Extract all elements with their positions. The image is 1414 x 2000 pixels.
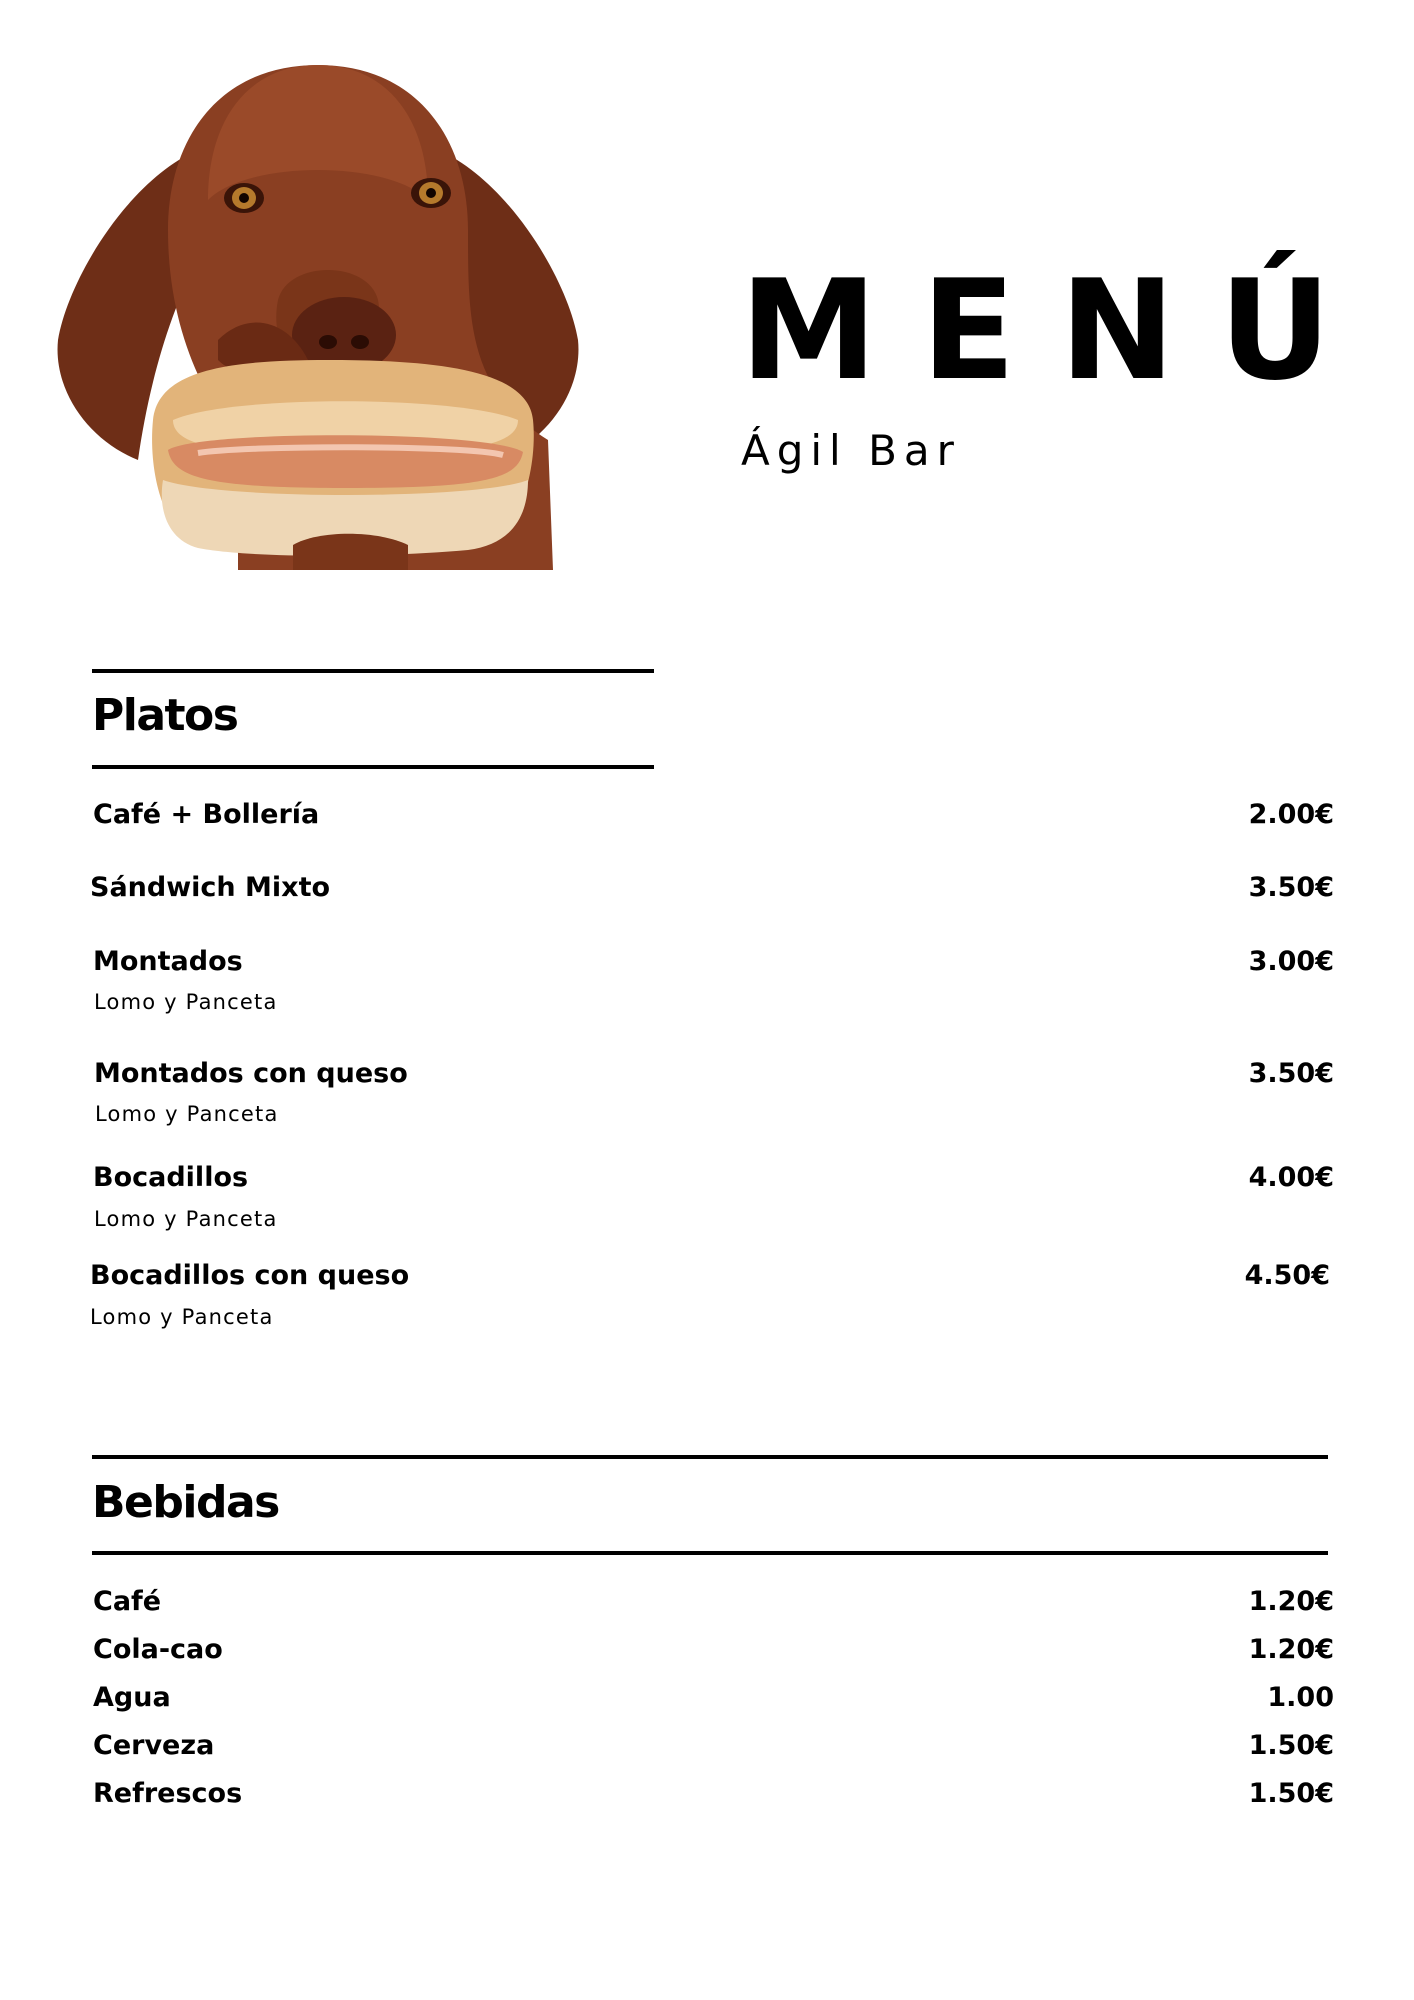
drink-item-price: 1.00 (1267, 1682, 1334, 1713)
menu-title: MENÚ (740, 250, 1376, 411)
drink-item-price: 1.20€ (1248, 1586, 1334, 1617)
menu-item-description: Lomo y Panceta (94, 1207, 278, 1231)
drink-item-price: 1.20€ (1248, 1634, 1334, 1665)
platos-heading: Platos (92, 690, 238, 741)
menu-item-description: Lomo y Panceta (90, 1305, 274, 1329)
menu-item-price: 2.00€ (1248, 799, 1334, 830)
dog-with-hot-dog-photo (48, 60, 588, 570)
menu-item-description: Lomo y Panceta (95, 1102, 279, 1126)
menu-item-description: Lomo y Panceta (94, 990, 278, 1014)
menu-item-price: 3.50€ (1248, 1058, 1334, 1089)
menu-item-price: 4.50€ (1244, 1260, 1330, 1291)
menu-item-price: 3.00€ (1248, 946, 1334, 977)
menu-item-name: Bocadillos (93, 1162, 249, 1193)
drink-item-name: Refrescos (93, 1778, 243, 1809)
bar-name: Ágil Bar (741, 426, 961, 475)
menu-item-name: Bocadillos con queso (90, 1260, 410, 1291)
drink-item-name: Café (93, 1586, 162, 1617)
drink-item-name: Cerveza (93, 1730, 215, 1761)
menu-item-name: Montados (93, 946, 243, 977)
drink-item-name: Cola-cao (93, 1634, 223, 1665)
bebidas-heading: Bebidas (92, 1477, 279, 1528)
bebidas-top-divider (92, 1455, 1328, 1459)
drink-item-price: 1.50€ (1248, 1778, 1334, 1809)
platos-bottom-divider (92, 765, 654, 769)
drink-item-price: 1.50€ (1248, 1730, 1334, 1761)
menu-item-price: 4.00€ (1248, 1162, 1334, 1193)
drink-item-name: Agua (93, 1682, 171, 1713)
platos-top-divider (92, 669, 654, 673)
menu-item-name: Sándwich Mixto (90, 872, 331, 903)
bebidas-bottom-divider (92, 1551, 1328, 1555)
menu-item-name: Café + Bollería (93, 799, 320, 830)
menu-item-price: 3.50€ (1248, 872, 1334, 903)
menu-item-name: Montados con queso (94, 1058, 408, 1089)
